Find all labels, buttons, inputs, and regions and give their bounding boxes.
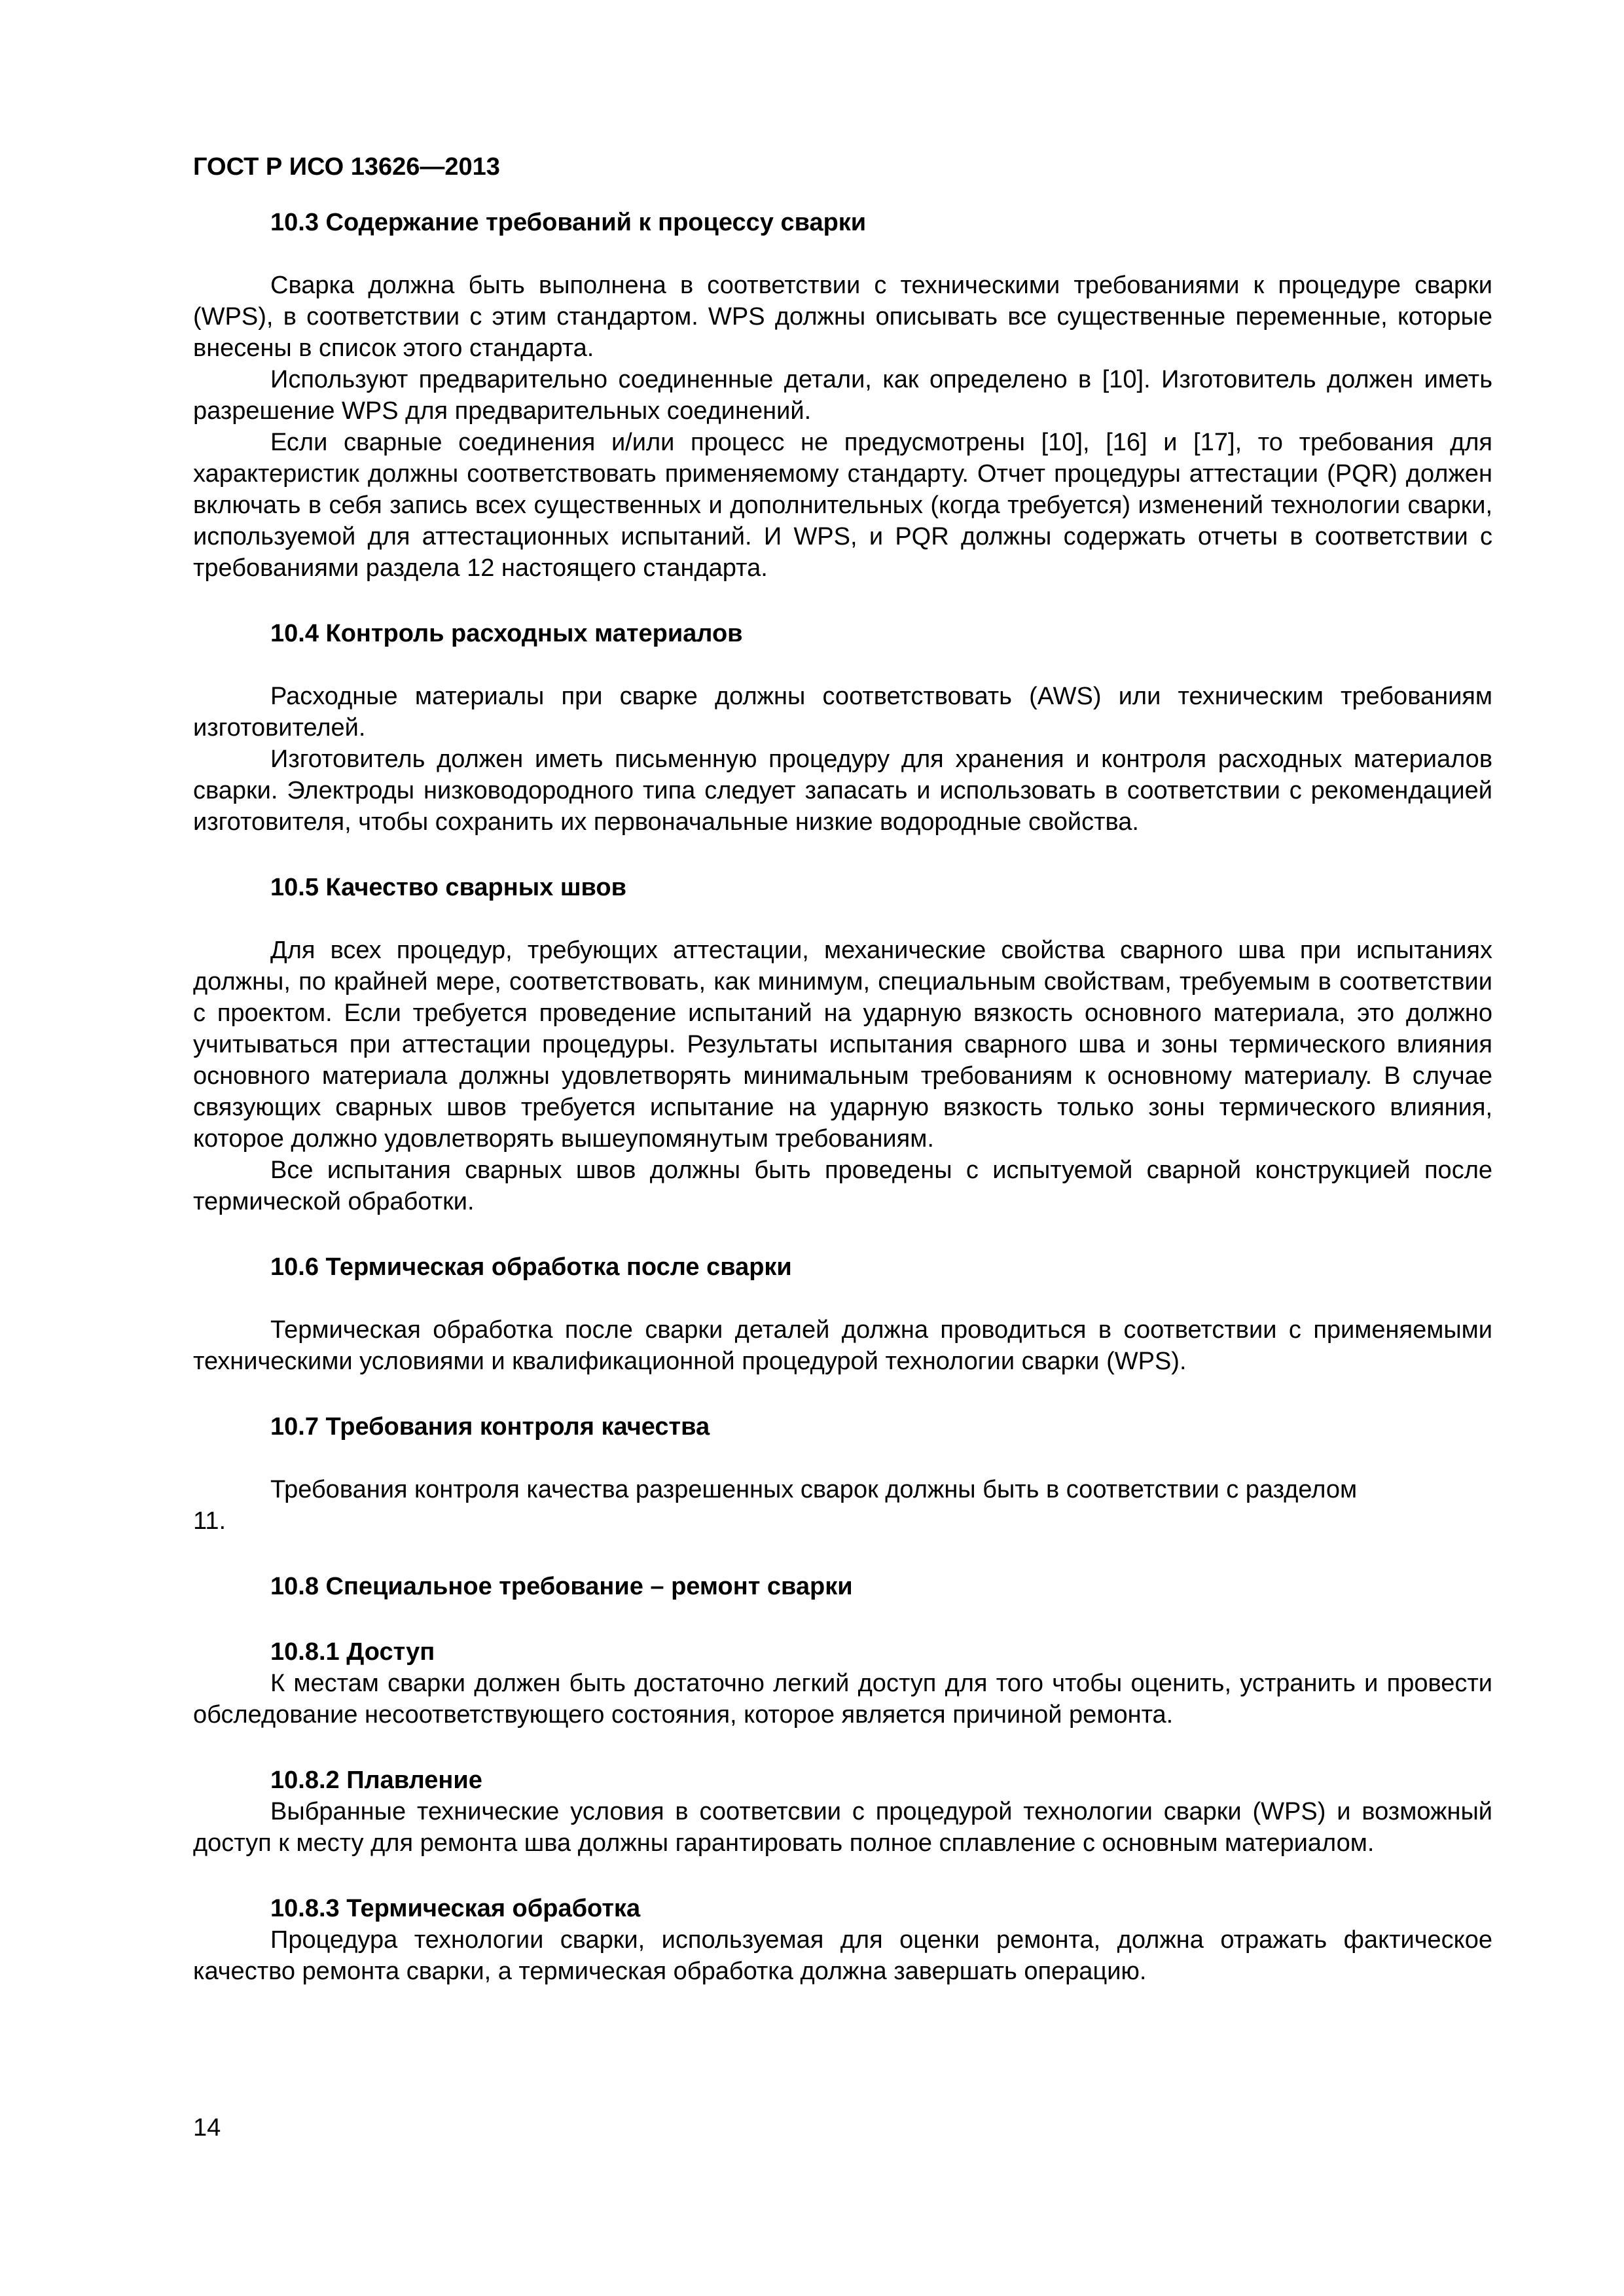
paragraph: Для всех процедур, требующих аттестации, механические свойства сварного шва при испытаниях должны, по крайней мере, соответствовать, как минимум, специальным свойствам, требуемым в соответствии с проектом. Если требуется проведение испытаний на ударную вязкость основного материала, это должно учитываться при аттестации процедуры. Результаты испытания сварного шва и зоны термического влияния основного материала должны удовлетворять минимальным требованиям к основному материалу. В случае связующих сварных швов требуется испытание на ударную вязкость только зоны термического влияния, которое должно удовлетворять вышеупомянутым требованиям. xyxy=(193,937,1492,1153)
subsection-heading-10-8-2: 10.8.2 Плавление xyxy=(270,1767,482,1794)
paragraph: Изготовитель должен иметь письменную процедуру для хранения и контроля расходных материалов сварки. Электроды низководородного типа следует запасать и использовать в соответствии с рекомендацией изготовителя, чтобы сохранить их первоначальные низкие водородные свойства. xyxy=(193,745,1492,836)
paragraph: Требования контроля качества разрешенных сварок должны быть в соответствии с разделом xyxy=(270,1476,1358,1503)
section-heading-10-7: 10.7 Требования контроля качества xyxy=(270,1413,710,1441)
paragraph: Все испытания сварных швов должны быть проведены с испытуемой сварной конструкцией после термической обработки. xyxy=(193,1157,1492,1215)
paragraph: Расходные материалы при сварке должны соответствовать (AWS) или техническим требованиям изготовителей. xyxy=(193,683,1492,742)
section-heading-10-8: 10.8 Специальное требование – ремонт сварки xyxy=(270,1573,853,1600)
paragraph: Если сварные соединения и/или процесс не предусмотрены [10], [16] и [17], то требования для характеристик должны соответствовать применяемому стандарту. Отчет процедуры аттестации (PQR) должен включать в себя запись всех существенных и дополнительных (когда требуется) изменений технологии сварки, используемой для аттестационных испытаний. И WPS, и PQR должны содержать отчеты в соответствии с требованиями раздела 12 настоящего стандарта. xyxy=(193,429,1492,582)
paragraph: Процедура технологии сварки, используемая для оценки ремонта, должна отражать фактическое качество ремонта сварки, а термическая обработка должна завершать операцию. xyxy=(193,1926,1492,1985)
paragraph: Термическая обработка после сварки деталей должна проводиться в соответствии с применяемыми техническими условиями и квалификационной процедурой технологии сварки (WPS). xyxy=(193,1316,1492,1375)
paragraph: Используют предварительно соединенные детали, как определено в [10]. Изготовитель должен иметь разрешение WPS для предварительных соединений. xyxy=(193,366,1492,425)
paragraph: Сварка должна быть выполнена в соответствии с техническими требованиями к процедуре сварки (WPS), в соответствии с этим стандартом. WPS должны описывать все существенные переменные, которые внесены в список этого стандарта. xyxy=(193,272,1492,362)
subsection-heading-10-8-3: 10.8.3 Термическая обработка xyxy=(270,1895,641,1922)
section-heading-10-5: 10.5 Качество сварных швов xyxy=(270,874,626,901)
page-body xyxy=(193,207,1492,1987)
subsection-heading-10-8-1: 10.8.1 Доступ xyxy=(270,1638,435,1666)
section-heading-10-4: 10.4 Контроль расходных материалов xyxy=(270,620,743,647)
section-reference-number: 11. xyxy=(193,1507,226,1535)
page-number: 14 xyxy=(193,2114,221,2142)
section-heading-10-6: 10.6 Термическая обработка после сварки xyxy=(270,1253,792,1281)
paragraph: Выбранные технические условия в соответсвии с процедурой технологии сварки (WPS) и возможный доступ к месту для ремонта шва должны гарантировать полное сплавление с основным материалом. xyxy=(193,1798,1492,1857)
standard-header: ГОСТ Р ИСО 13626—2013 xyxy=(193,153,500,181)
section-heading-10-3: 10.3 Содержание требований к процессу сварки xyxy=(270,209,867,236)
paragraph: К местам сварки должен быть достаточно легкий доступ для того чтобы оценить, устранить и провести обследование несоответствующего состояния, которое является причиной ремонта. xyxy=(193,1670,1492,1729)
